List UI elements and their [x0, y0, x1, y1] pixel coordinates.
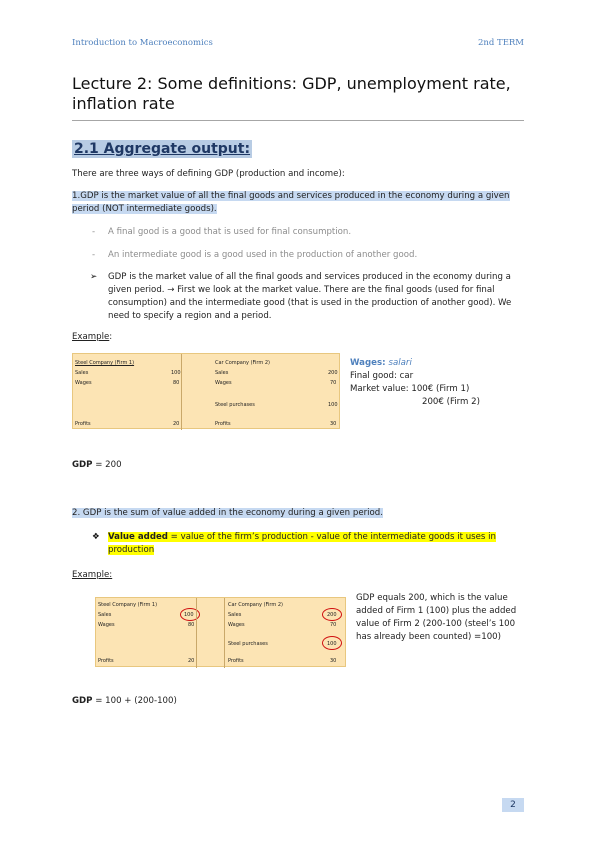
t2-firm2-wages-value: 70 — [330, 622, 337, 628]
final-good-def: A final good is a good that is used for final consumption. — [108, 227, 352, 237]
gdp-result-1-value: = 200 — [92, 460, 122, 470]
definition-2-text: 2. GDP is the sum of value added in the economy during a given period. — [72, 508, 383, 518]
t1-firm1-profits-value: 20 — [173, 421, 180, 427]
title-divider — [72, 120, 524, 121]
page-number: 2 — [502, 798, 524, 812]
t2-firm1-profits-value: 20 — [188, 658, 195, 664]
t1-firm2-sales-value: 200 — [328, 370, 338, 376]
t2-firm1-sales-circle — [180, 608, 200, 621]
t2-firm2-steel-value: 100 — [327, 641, 337, 647]
market-value-note: Market value: 100€ (Firm 1) — [350, 384, 470, 394]
value-added-term: Value added — [108, 532, 168, 542]
t2-firm2-steel-circle — [322, 636, 342, 650]
gdp-result-2 — [72, 695, 177, 708]
t1-firm2-steel-value: 100 — [328, 402, 338, 408]
value-added-def — [108, 531, 526, 557]
t2-firm1-sales-value: 100 — [184, 612, 194, 618]
t1-firm1-title: Steel Company (Firm 1) — [75, 360, 135, 366]
value-added-explanation: GDP equals 200, which is the value added of Firm 1 (100) plus the added value of Firm 2 (200-100 (steel’s 100 has already been counted) =100) — [356, 593, 517, 642]
gdp-result-2-value: = 100 + (200-100) — [92, 696, 177, 706]
wages-translation: salari — [388, 358, 412, 368]
t1-firm1-wages-value: 80 — [173, 380, 180, 386]
t1-firm1-profits-label: Profits — [75, 421, 91, 427]
t2-firm1-profits-label: Profits — [98, 658, 114, 664]
definition-1 — [72, 190, 522, 216]
firms-table-1 — [72, 353, 340, 429]
t1-firm2-profits-value: 30 — [330, 421, 337, 427]
header-course-title: Introduction to Macroeconomics — [72, 38, 213, 48]
value-added-text: = value of the firm’s production - value of the intermediate goods it uses in production — [108, 532, 496, 555]
t2-firm2-wages-label: Wages — [228, 622, 245, 628]
arrow-bullet-icon: ➢ — [90, 272, 98, 282]
t1-firm2-wages-value: 70 — [330, 380, 337, 386]
t1-divider — [181, 354, 182, 430]
t2-firm1-title: Steel Company (Firm 1) — [98, 602, 158, 608]
t2-divider-2 — [224, 598, 225, 668]
definition-2 — [72, 507, 383, 520]
lecture-title: Lecture 2: Some definitions: GDP, unemployment rate, inflation rate — [72, 74, 511, 113]
intermediate-good-def: An intermediate good is a good used in the production of another good. — [108, 250, 418, 260]
final-good-note: Final good: car — [350, 371, 414, 381]
header-term: 2nd TERM — [478, 38, 525, 48]
t2-firm2-profits-label: Profits — [228, 658, 244, 664]
t1-firm2-wages-label: Wages — [215, 380, 232, 386]
example-2-label: Example: — [72, 570, 113, 580]
t2-firm2-sales-value: 200 — [327, 612, 337, 618]
wages-label: Wages: — [350, 358, 386, 368]
t2-firm1-wages-label: Wages — [98, 622, 115, 628]
t1-firm2-steel-label: Steel purchases — [215, 402, 255, 408]
market-value-note-2: 200€ (Firm 2) — [422, 397, 480, 407]
section-heading: 2.1 Aggregate output: — [74, 141, 251, 157]
t2-firm1-sales-label: Sales — [98, 612, 112, 618]
t1-firm2-title: Car Company (Firm 2) — [215, 360, 270, 366]
t2-divider-1 — [196, 598, 197, 668]
t2-firm2-title: Car Company (Firm 2) — [228, 602, 283, 608]
gdp-result-1 — [72, 459, 122, 472]
dash-marker-1: - — [92, 227, 96, 237]
t2-firm2-profits-value: 30 — [330, 658, 337, 664]
t2-firm2-steel-label: Steel purchases — [228, 641, 268, 647]
t1-firm1-sales-label: Sales — [75, 370, 89, 376]
t1-firm1-wages-label: Wages — [75, 380, 92, 386]
t2-firm2-sales-label: Sales — [228, 612, 242, 618]
diamond-bullet-icon: ❖ — [92, 532, 100, 542]
gdp-explanation: GDP is the market value of all the final goods and services produced in the economy during a given period. → First we look at the market value. There are the final goods (used for final consumption) and the intermediate good (that is used in the production of another good). We need to specify a region and a period. — [108, 272, 512, 321]
definition-1-text: 1.GDP is the market value of all the final goods and services produced in the economy during a given period (NOT intermediate goods). — [72, 191, 510, 214]
t1-firm2-sales-label: Sales — [215, 370, 229, 376]
firms-table-2 — [95, 597, 346, 667]
gdp-result-2-label: GDP — [72, 696, 93, 706]
example-1-label: Example: — [72, 332, 113, 342]
t2-firm2-sales-circle — [322, 608, 342, 621]
t1-firm2-profits-label: Profits — [215, 421, 231, 427]
intro-text: There are three ways of defining GDP (production and income): — [72, 169, 345, 179]
wages-note — [350, 357, 412, 370]
t2-firm1-wages-value: 80 — [188, 622, 195, 628]
gdp-result-1-label: GDP — [72, 460, 93, 470]
t1-firm1-sales-value: 100 — [171, 370, 181, 376]
example-1-label-text: Example — [72, 332, 110, 342]
dash-marker-2: - — [92, 250, 96, 260]
